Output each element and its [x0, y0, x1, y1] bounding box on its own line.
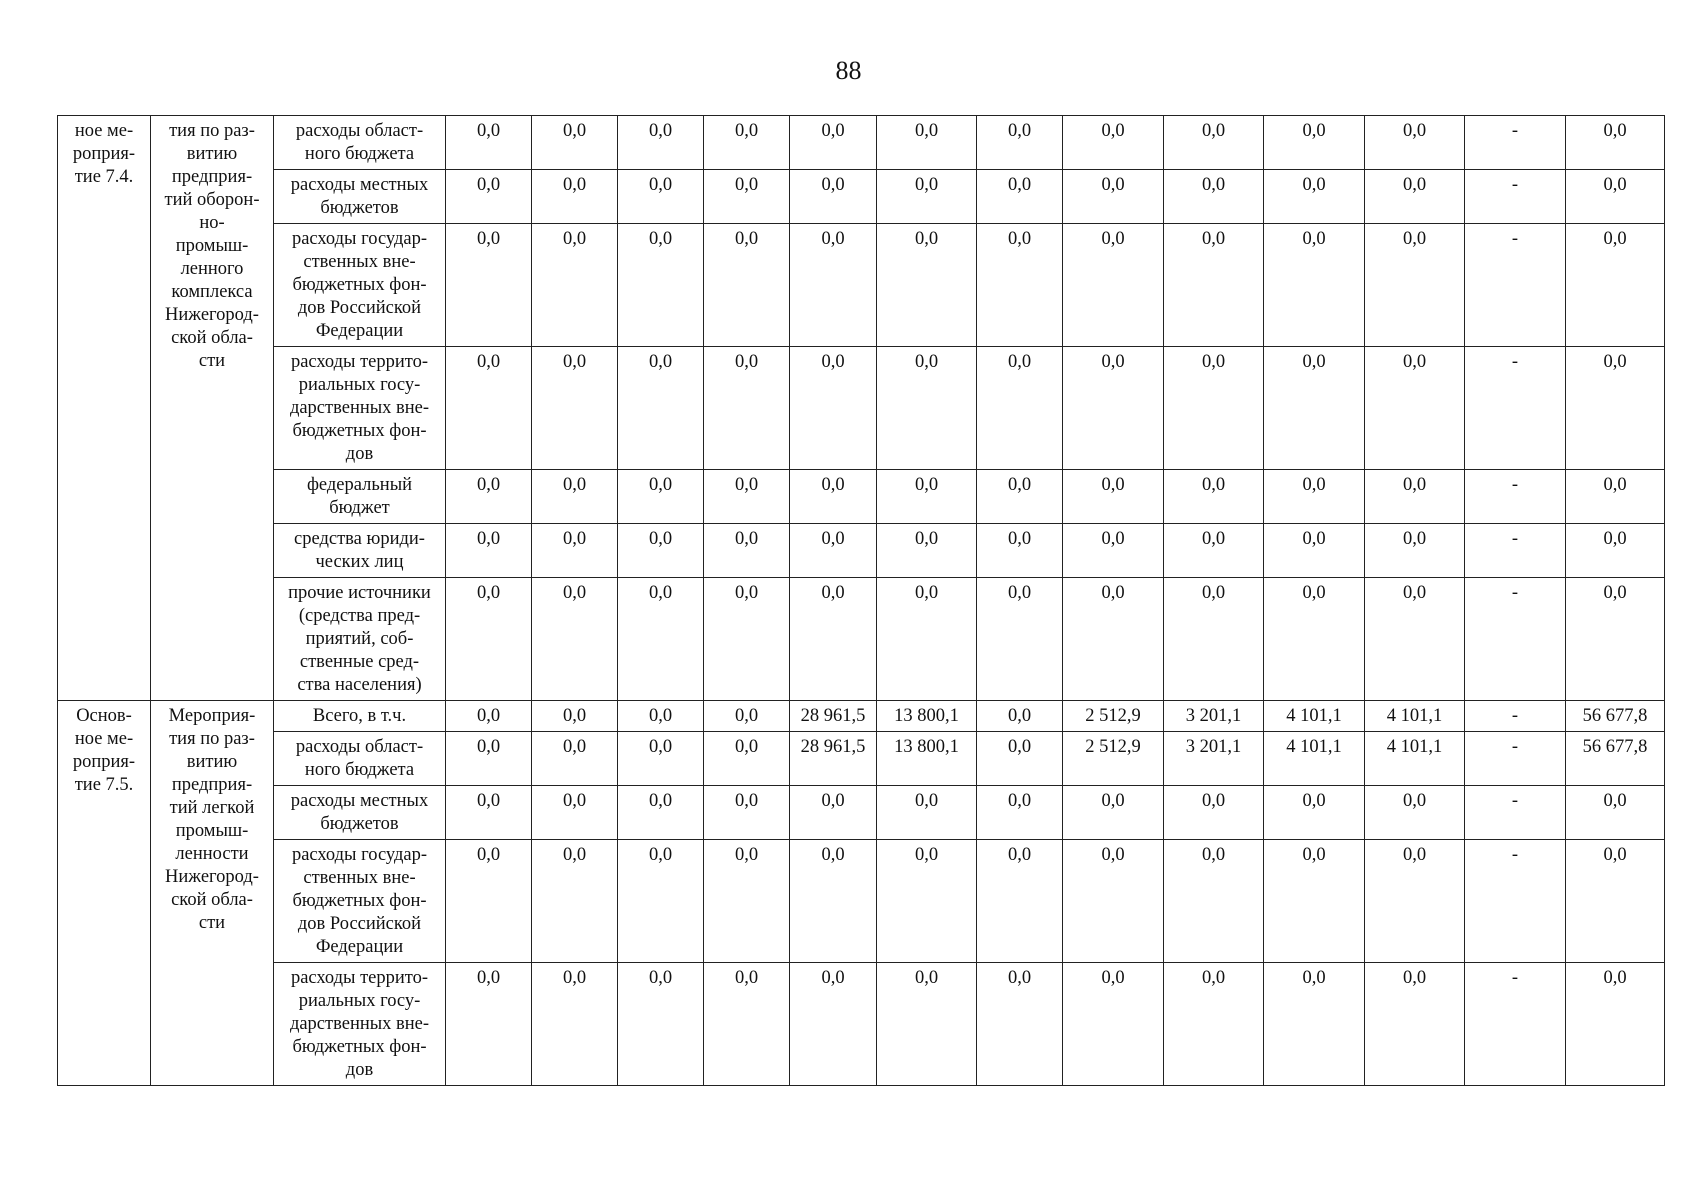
- value-cell: 0,0: [618, 524, 704, 578]
- value-cell: 0,0: [618, 578, 704, 701]
- value-cell: 0,0: [977, 224, 1063, 347]
- value-cell: 0,0: [704, 347, 790, 470]
- value-cell: 0,0: [977, 732, 1063, 786]
- value-cell: 0,0: [618, 347, 704, 470]
- value-cell: 0,0: [1365, 347, 1465, 470]
- value-cell: 0,0: [446, 347, 532, 470]
- value-cell: 0,0: [446, 786, 532, 840]
- value-cell: 0,0: [704, 578, 790, 701]
- value-cell: 0,0: [977, 347, 1063, 470]
- value-cell: 0,0: [877, 840, 977, 963]
- value-cell: 0,0: [704, 786, 790, 840]
- value-cell: 0,0: [618, 701, 704, 732]
- value-cell: 2 512,9: [1063, 701, 1164, 732]
- value-cell: 0,0: [977, 470, 1063, 524]
- value-cell: 0,0: [532, 524, 618, 578]
- event-code-cell: ное ме- роприя- тие 7.4.: [58, 116, 151, 701]
- value-cell: 0,0: [446, 701, 532, 732]
- value-cell: 0,0: [877, 170, 977, 224]
- value-cell: 0,0: [1264, 840, 1365, 963]
- value-cell: 0,0: [532, 170, 618, 224]
- value-cell: 0,0: [977, 786, 1063, 840]
- value-cell: 0,0: [1365, 578, 1465, 701]
- value-cell: 0,0: [1264, 524, 1365, 578]
- value-cell: 0,0: [446, 116, 532, 170]
- value-cell: 56 677,8: [1566, 701, 1665, 732]
- value-cell: 4 101,1: [1264, 732, 1365, 786]
- value-cell: 0,0: [790, 578, 877, 701]
- table-row: [58, 116, 1665, 170]
- value-cell: 28 961,5: [790, 732, 877, 786]
- value-cell: 0,0: [877, 470, 977, 524]
- value-cell: 0,0: [446, 170, 532, 224]
- value-cell: 0,0: [618, 116, 704, 170]
- value-cell: 0,0: [1566, 116, 1665, 170]
- value-cell: 2 512,9: [1063, 732, 1164, 786]
- value-cell: 0,0: [704, 732, 790, 786]
- value-cell: 0,0: [1063, 786, 1164, 840]
- value-cell: 0,0: [1063, 470, 1164, 524]
- value-cell: 0,0: [532, 786, 618, 840]
- value-cell: 0,0: [446, 524, 532, 578]
- table-row: [58, 224, 1665, 347]
- value-cell: -: [1465, 347, 1566, 470]
- funding-source-cell: федеральный бюджет: [274, 470, 446, 524]
- value-cell: 0,0: [532, 347, 618, 470]
- value-cell: 0,0: [1566, 224, 1665, 347]
- funding-source-cell: расходы местных бюджетов: [274, 786, 446, 840]
- value-cell: 0,0: [1164, 578, 1264, 701]
- value-cell: 0,0: [790, 224, 877, 347]
- value-cell: 0,0: [1264, 578, 1365, 701]
- value-cell: -: [1465, 840, 1566, 963]
- table-row: [58, 732, 1665, 786]
- value-cell: 0,0: [1365, 116, 1465, 170]
- value-cell: 0,0: [618, 224, 704, 347]
- value-cell: 0,0: [618, 786, 704, 840]
- table-row: [58, 701, 1665, 732]
- value-cell: 0,0: [1063, 224, 1164, 347]
- value-cell: 0,0: [977, 578, 1063, 701]
- value-cell: 0,0: [1063, 170, 1164, 224]
- table-row: [58, 524, 1665, 578]
- value-cell: 0,0: [977, 840, 1063, 963]
- value-cell: 0,0: [1365, 963, 1465, 1086]
- value-cell: 0,0: [1164, 470, 1264, 524]
- value-cell: 0,0: [704, 224, 790, 347]
- value-cell: 13 800,1: [877, 732, 977, 786]
- funding-source-cell: расходы област- ного бюджета: [274, 116, 446, 170]
- value-cell: 0,0: [1164, 170, 1264, 224]
- table-row: [58, 347, 1665, 470]
- value-cell: 0,0: [618, 470, 704, 524]
- value-cell: 0,0: [618, 840, 704, 963]
- value-cell: 0,0: [1264, 224, 1365, 347]
- value-cell: -: [1465, 224, 1566, 347]
- value-cell: 0,0: [1566, 524, 1665, 578]
- value-cell: 0,0: [790, 470, 877, 524]
- value-cell: 0,0: [1164, 524, 1264, 578]
- value-cell: 0,0: [704, 840, 790, 963]
- value-cell: 0,0: [790, 170, 877, 224]
- value-cell: 0,0: [1365, 170, 1465, 224]
- value-cell: 0,0: [532, 470, 618, 524]
- value-cell: 4 101,1: [1365, 732, 1465, 786]
- value-cell: 0,0: [1063, 963, 1164, 1086]
- value-cell: 0,0: [446, 224, 532, 347]
- value-cell: 0,0: [1164, 224, 1264, 347]
- value-cell: 0,0: [1365, 470, 1465, 524]
- value-cell: 0,0: [790, 347, 877, 470]
- funding-source-cell: расходы област- ного бюджета: [274, 732, 446, 786]
- table-body: [58, 116, 1665, 1086]
- value-cell: -: [1465, 116, 1566, 170]
- value-cell: 0,0: [446, 840, 532, 963]
- value-cell: 0,0: [1264, 470, 1365, 524]
- value-cell: -: [1465, 786, 1566, 840]
- value-cell: 56 677,8: [1566, 732, 1665, 786]
- value-cell: 0,0: [704, 116, 790, 170]
- value-cell: 0,0: [618, 170, 704, 224]
- value-cell: 0,0: [532, 732, 618, 786]
- value-cell: 0,0: [877, 116, 977, 170]
- funding-source-cell: расходы террито- риальных госу- дарственных вне- бюджетных фон- дов: [274, 347, 446, 470]
- value-cell: 4 101,1: [1365, 701, 1465, 732]
- value-cell: 0,0: [1566, 578, 1665, 701]
- value-cell: 0,0: [977, 701, 1063, 732]
- funding-source-cell: Всего, в т.ч.: [274, 701, 446, 732]
- value-cell: 0,0: [1566, 347, 1665, 470]
- value-cell: 0,0: [977, 524, 1063, 578]
- value-cell: 0,0: [704, 470, 790, 524]
- value-cell: 0,0: [1063, 524, 1164, 578]
- value-cell: 4 101,1: [1264, 701, 1365, 732]
- value-cell: -: [1465, 470, 1566, 524]
- event-code-cell: Основ- ное ме- роприя- тие 7.5.: [58, 701, 151, 1086]
- value-cell: 0,0: [977, 963, 1063, 1086]
- value-cell: -: [1465, 170, 1566, 224]
- table-row: [58, 840, 1665, 963]
- funding-source-cell: прочие источники (средства пред- приятий, соб- ственные сред- ства населения): [274, 578, 446, 701]
- table-row: [58, 963, 1665, 1086]
- table-row: [58, 786, 1665, 840]
- value-cell: 0,0: [532, 578, 618, 701]
- table-row: [58, 578, 1665, 701]
- value-cell: -: [1465, 524, 1566, 578]
- value-cell: 0,0: [1365, 786, 1465, 840]
- value-cell: 3 201,1: [1164, 701, 1264, 732]
- value-cell: 0,0: [618, 963, 704, 1086]
- value-cell: 0,0: [1264, 170, 1365, 224]
- page-number: 88: [835, 56, 862, 85]
- value-cell: 0,0: [1164, 963, 1264, 1086]
- value-cell: 0,0: [790, 524, 877, 578]
- value-cell: 0,0: [446, 732, 532, 786]
- value-cell: 0,0: [1063, 578, 1164, 701]
- value-cell: 0,0: [1164, 347, 1264, 470]
- value-cell: 0,0: [1566, 470, 1665, 524]
- value-cell: -: [1465, 732, 1566, 786]
- value-cell: 0,0: [1566, 170, 1665, 224]
- value-cell: 0,0: [532, 840, 618, 963]
- value-cell: 0,0: [1264, 116, 1365, 170]
- value-cell: 0,0: [977, 170, 1063, 224]
- value-cell: 0,0: [877, 524, 977, 578]
- value-cell: 0,0: [1365, 224, 1465, 347]
- value-cell: 0,0: [704, 963, 790, 1086]
- value-cell: 0,0: [1365, 524, 1465, 578]
- value-cell: 0,0: [618, 732, 704, 786]
- value-cell: 0,0: [1164, 786, 1264, 840]
- budget-table: [57, 115, 1665, 1086]
- value-cell: 0,0: [977, 116, 1063, 170]
- value-cell: 0,0: [1566, 840, 1665, 963]
- value-cell: 0,0: [877, 347, 977, 470]
- table-row: [58, 170, 1665, 224]
- value-cell: 0,0: [790, 840, 877, 963]
- value-cell: 0,0: [532, 224, 618, 347]
- event-name-cell: Мероприя- тия по раз- витию предприя- тий легкой промыш- ленности Нижегород- ской обла- сти: [151, 701, 274, 1086]
- value-cell: -: [1465, 578, 1566, 701]
- value-cell: -: [1465, 963, 1566, 1086]
- value-cell: 0,0: [877, 578, 977, 701]
- value-cell: 0,0: [446, 963, 532, 1086]
- value-cell: 0,0: [877, 786, 977, 840]
- event-name-cell: тия по раз- витию предприя- тий оборон- но- промыш- ленного комплекса Нижегород- ской обла- сти: [151, 116, 274, 701]
- value-cell: 0,0: [532, 116, 618, 170]
- value-cell: 0,0: [1164, 116, 1264, 170]
- value-cell: 0,0: [532, 701, 618, 732]
- funding-source-cell: средства юриди- ческих лиц: [274, 524, 446, 578]
- value-cell: 0,0: [446, 578, 532, 701]
- value-cell: 0,0: [532, 963, 618, 1086]
- value-cell: 0,0: [790, 116, 877, 170]
- value-cell: 0,0: [790, 963, 877, 1086]
- value-cell: 0,0: [1063, 116, 1164, 170]
- value-cell: 0,0: [1566, 963, 1665, 1086]
- value-cell: 0,0: [1264, 963, 1365, 1086]
- value-cell: 0,0: [1264, 786, 1365, 840]
- value-cell: 0,0: [1365, 840, 1465, 963]
- value-cell: 0,0: [446, 470, 532, 524]
- table-row: [58, 470, 1665, 524]
- value-cell: 0,0: [1264, 347, 1365, 470]
- value-cell: 3 201,1: [1164, 732, 1264, 786]
- value-cell: 13 800,1: [877, 701, 977, 732]
- value-cell: -: [1465, 701, 1566, 732]
- value-cell: 28 961,5: [790, 701, 877, 732]
- funding-source-cell: расходы местных бюджетов: [274, 170, 446, 224]
- funding-source-cell: расходы государ- ственных вне- бюджетных фон- дов Российской Федерации: [274, 840, 446, 963]
- value-cell: 0,0: [1063, 347, 1164, 470]
- value-cell: 0,0: [877, 224, 977, 347]
- value-cell: 0,0: [1164, 840, 1264, 963]
- value-cell: 0,0: [704, 701, 790, 732]
- funding-source-cell: расходы террито- риальных госу- дарственных вне- бюджетных фон- дов: [274, 963, 446, 1086]
- value-cell: 0,0: [1063, 840, 1164, 963]
- value-cell: 0,0: [1566, 786, 1665, 840]
- value-cell: 0,0: [704, 170, 790, 224]
- value-cell: 0,0: [877, 963, 977, 1086]
- value-cell: 0,0: [790, 786, 877, 840]
- value-cell: 0,0: [704, 524, 790, 578]
- funding-source-cell: расходы государ- ственных вне- бюджетных фон- дов Российской Федерации: [274, 224, 446, 347]
